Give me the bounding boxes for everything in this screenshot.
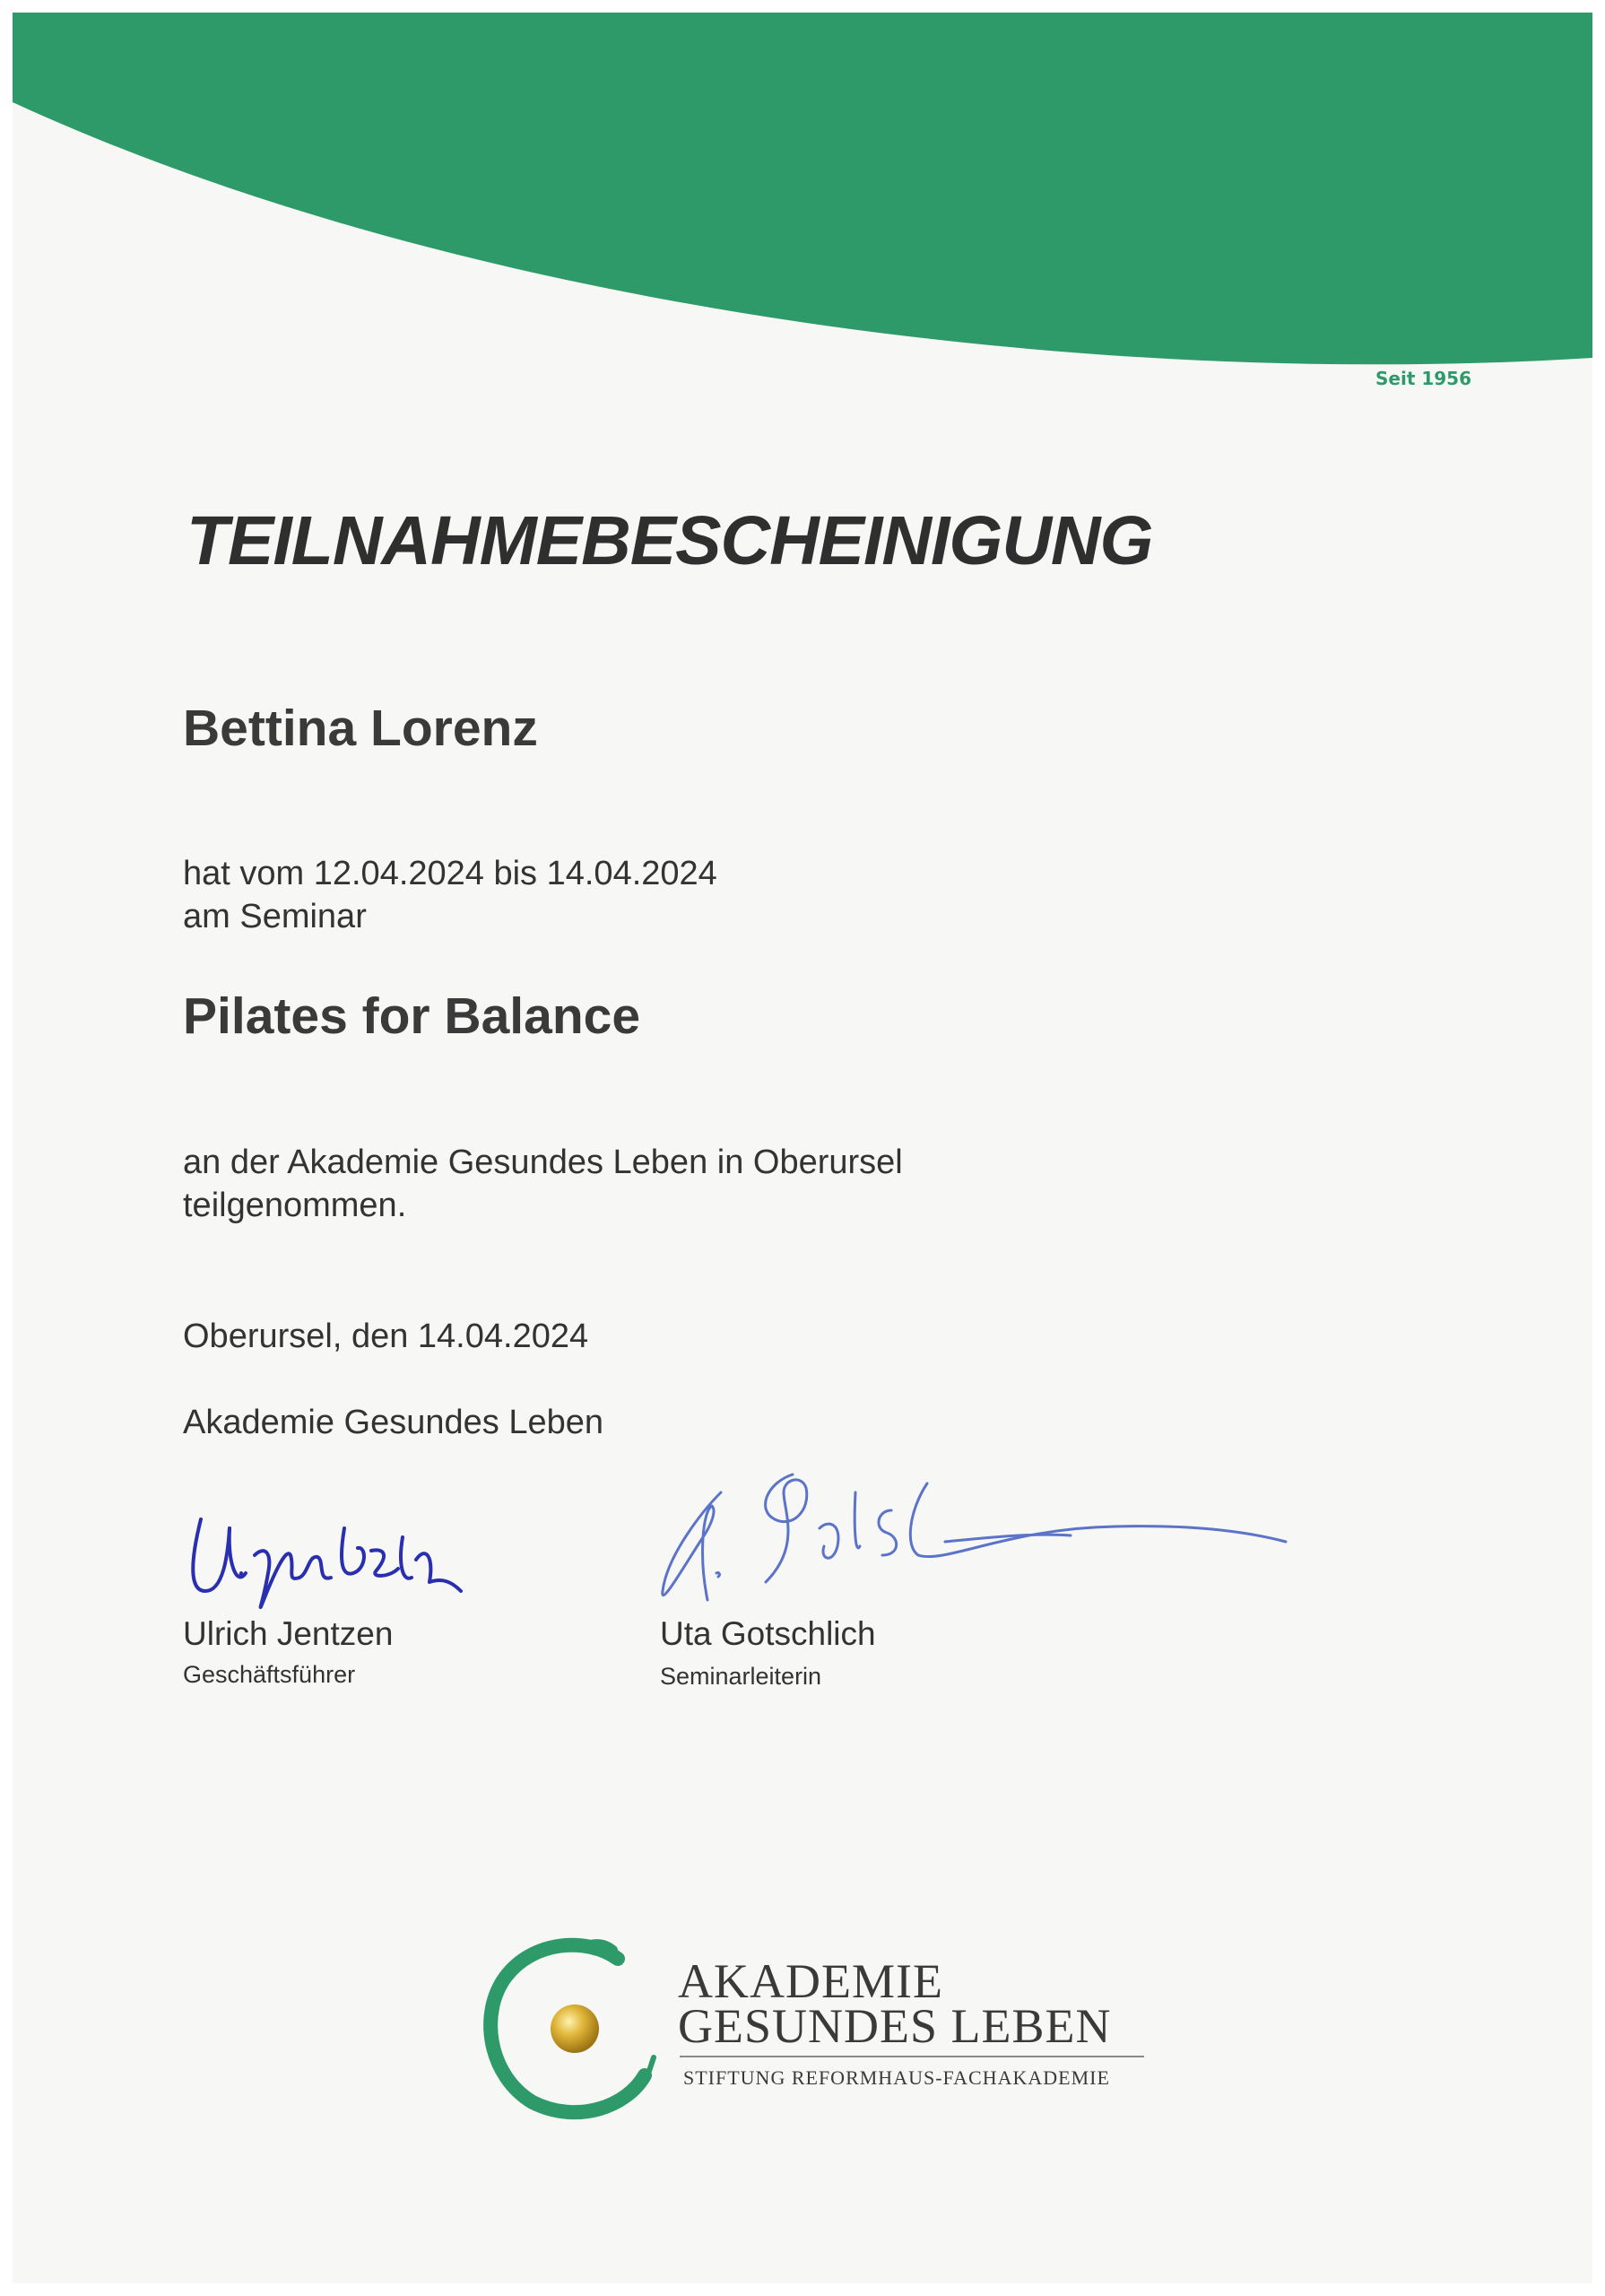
certificate-page [13, 13, 1592, 2283]
logo-subtitle: STIFTUNG REFORMHAUS-FACHAKADEMIE [683, 2066, 1110, 2089]
signature-uta-gotschlich [649, 1457, 1295, 1618]
logo-text-line1: AKADEMIE [678, 1954, 943, 2008]
completion-line: teilgenommen. [183, 1187, 407, 1224]
location-line: an der Akademie Gesundes Leben in Oberursel [183, 1144, 903, 1181]
certificate-title: TEILNAHMEBESCHEINIGUNG [187, 502, 1153, 579]
signer-1-name: Ulrich Jentzen [183, 1615, 394, 1652]
logo-divider [680, 2056, 1144, 2057]
signer-2-name: Uta Gotschlich [660, 1615, 876, 1652]
logo-gold-dot [551, 2005, 599, 2053]
academy-logo [470, 1923, 1169, 2138]
place-and-date: Oberursel, den 14.04.2024 [183, 1318, 589, 1355]
date-range-line: hat vom 12.04.2024 bis 14.04.2024 [183, 855, 717, 892]
participant-name: Bettina Lorenz [183, 700, 538, 757]
signer-2-role: Seminarleiterin [660, 1663, 822, 1690]
seminar-title: Pilates for Balance [183, 987, 641, 1045]
issuer-name: Akademie Gesundes Leben [183, 1404, 603, 1441]
header-wave-banner [13, 13, 1592, 389]
signature-ulrich-jentzen [174, 1492, 479, 1627]
logo-ring-icon [470, 1923, 676, 2138]
signer-1-role: Geschäftsführer [183, 1661, 356, 1688]
logo-text-line2: GESUNDES LEBEN [678, 1999, 1112, 2053]
since-year-label: Seit 1956 [1375, 368, 1472, 389]
seminar-intro-line: am Seminar [183, 898, 367, 935]
